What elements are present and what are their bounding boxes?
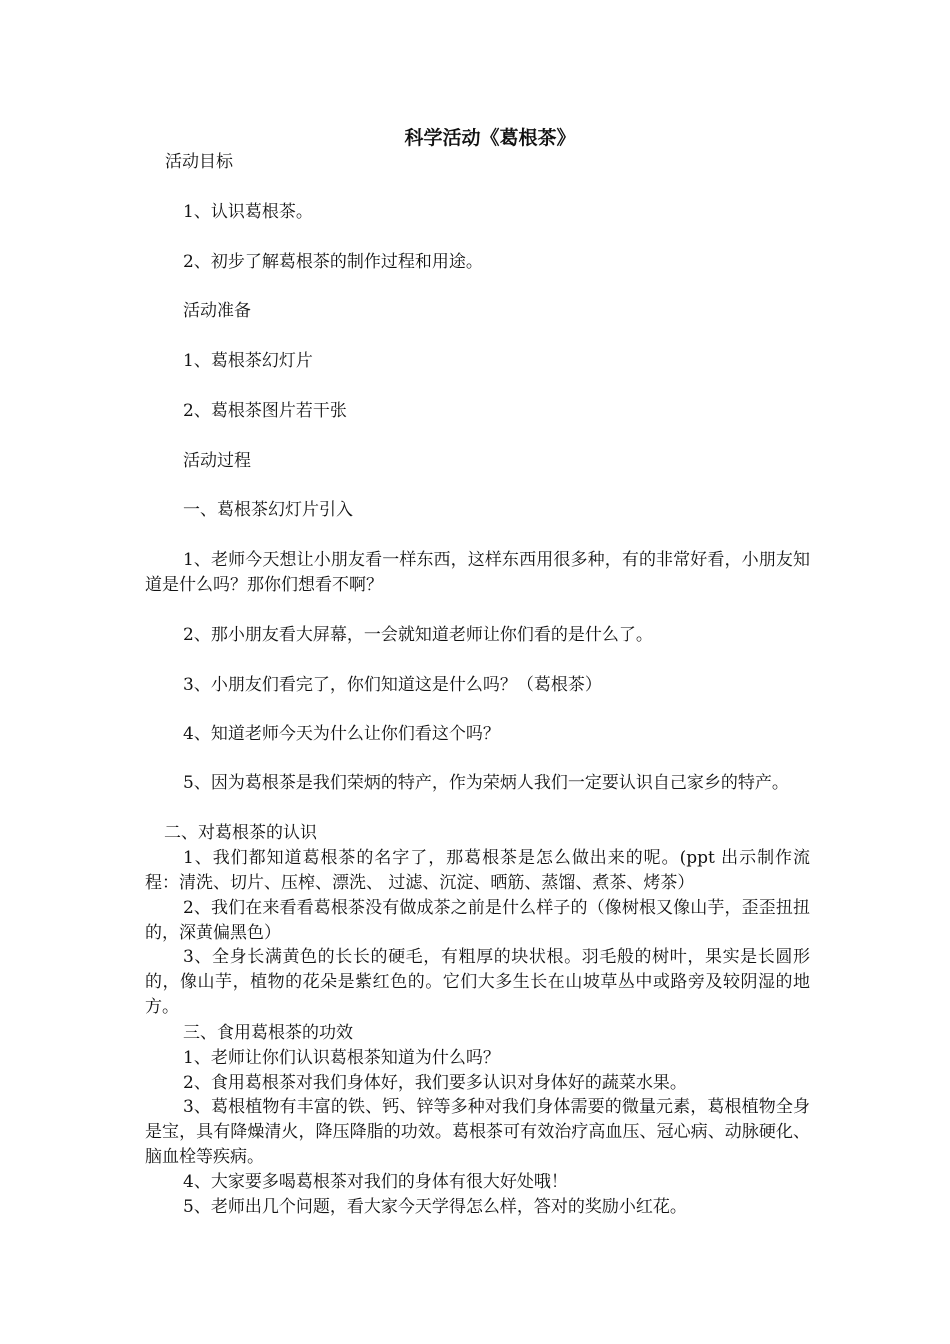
- section-2-item-1: 1、我们都知道葛根茶的名字了，那葛根茶是怎么做出来的呢。(ppt 出示制作流程：清洗、切片、压榨、漂洗、 过滤、沉淀、晒筋、蒸馏、煮茶、烤茶）: [145, 848, 810, 893]
- prep-heading: 活动准备: [183, 301, 251, 321]
- goal-item-2: 2、初步了解葛根茶的制作过程和用途。: [183, 252, 483, 272]
- goal-heading: 活动目标: [165, 152, 233, 172]
- section-1-item-2: 2、那小朋友看大屏幕，一会就知道老师让你们看的是什么了。: [183, 625, 653, 645]
- section-1-heading: 一、葛根茶幻灯片引入: [183, 500, 353, 520]
- section-2-item-3: 3、全身长满黄色的长长的硬毛，有粗厚的块状根。羽毛般的树叶，果实是长圆形的，像山芋，植物的花朵是紫红色的。它们大多生长在山坡草丛中或路旁及较阴湿的地方。: [145, 947, 810, 1017]
- section-2-heading: 二、对葛根茶的认识: [164, 823, 317, 843]
- section-1-item-4: 4、知道老师今天为什么让你们看这个吗？: [183, 724, 500, 744]
- section-3-item-4: 4、大家要多喝葛根茶对我们的身体有很大好处哦！: [183, 1172, 568, 1192]
- section-3-item-2: 2、食用葛根茶对我们身体好，我们要多认识对身体好的蔬菜水果。: [183, 1073, 687, 1093]
- section-2-item-2: 2、我们在来看看葛根茶没有做成茶之前是什么样子的（像树根又像山芋，歪歪扭扭的，深黄偏黑色）: [145, 898, 810, 943]
- document-title: 科学活动《葛根茶》: [404, 127, 576, 149]
- section-1-item-5: 5、因为葛根茶是我们荣炳的特产，作为荣炳人我们一定要认识自己家乡的特产。: [183, 773, 789, 793]
- section-3-item-5: 5、老师出几个问题，看大家今天学得怎么样，答对的奖励小红花。: [183, 1197, 687, 1217]
- process-heading: 活动过程: [183, 451, 251, 471]
- section-3-item-3: 3、葛根植物有丰富的铁、钙、锌等多种对我们身体需要的微量元素，葛根植物全身是宝，具有降燥清火，降压降脂的功效。葛根茶可有效治疗高血压、冠心病、动脉硬化、脑血栓等疾病。: [145, 1097, 810, 1167]
- prep-item-1: 1、葛根茶幻灯片: [183, 351, 313, 371]
- section-3-item-1: 1、老师让你们认识葛根茶知道为什么吗？: [183, 1048, 500, 1068]
- section-1-item-1: 1、老师今天想让小朋友看一样东西，这样东西用很多种，有的非常好看，小朋友知道是什么吗？那你们想看不啊？: [145, 550, 810, 595]
- section-1-item-3: 3、小朋友们看完了，你们知道这是什么吗？（葛根茶）: [183, 675, 602, 695]
- prep-item-2: 2、葛根茶图片若干张: [183, 401, 347, 421]
- goal-item-1: 1、认识葛根茶。: [183, 202, 313, 222]
- section-3-heading: 三、食用葛根茶的功效: [183, 1023, 353, 1043]
